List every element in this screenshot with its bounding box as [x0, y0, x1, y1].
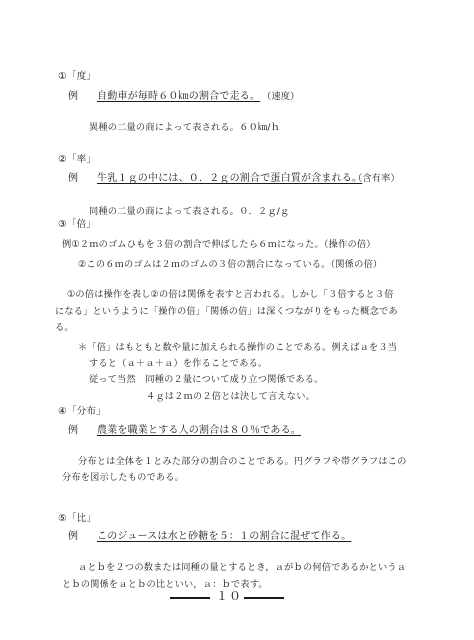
note-bai-line3: 従って当然 同種の２量について成り立つ関係である。 [89, 374, 324, 385]
paragraph-bunpu-line1: 分布とは全体を１とみた部分の割合のことである。円グラフや帯グラフはこの [78, 456, 407, 467]
example-label: 例 [68, 173, 79, 184]
note-bai-line4: ４ｇは２ｍの２倍とは決して言えない。 [146, 391, 315, 402]
example-sentence-agriculture: 農業を職業とする人の割合は８０％である。 [97, 425, 301, 436]
definition-text-do: 異種の二量の商によって表される。６０㎞/ｈ [89, 122, 281, 133]
example-sentence-speed: 自動車が毎時６０㎞の割合で走る。 [97, 91, 261, 102]
page-number-right-rule [244, 597, 284, 599]
example-operation-multiple: 例①２ｍのゴムひもを３倍の割合で伸ばしたら６ｍになった。（操作の倍） [62, 239, 376, 250]
section-header-bai: ③「倍」 [58, 219, 97, 230]
paragraph-hi-line2: とｂの関係をａとｂの比といい，ａ：ｂで表す。 [62, 579, 268, 590]
section-header-ritsu: ②「率」 [58, 154, 97, 165]
paragraph-bai-line3: る。 [55, 322, 74, 333]
example-note-content-rate: （含有率） [353, 173, 400, 184]
example-label: 例 [68, 91, 79, 102]
definition-text-ritsu: 同種の二量の商によって表される。０．２ｇ/ｇ [89, 206, 290, 217]
section-header-do: ①「度」 [58, 71, 97, 82]
section-header-hi: ⑤「比」 [58, 513, 97, 524]
page-number-left-rule [170, 597, 210, 599]
example-label: 例 [68, 531, 79, 542]
paragraph-hi-line1: ａとｂを２つの数または同種の量とするとき，ａがｂの何倍であるかというａ [78, 562, 407, 573]
paragraph-bai-line1: ①の倍は操作を表し②の倍は関係を表すと言われる。しかし「３倍すると３倍 [67, 289, 394, 300]
example-label: 例 [68, 425, 79, 436]
example-relation-multiple: ②この６ｍのゴムは２ｍのゴムの３倍の割合になっている。（関係の倍） [78, 259, 383, 270]
paragraph-bunpu-line2: 分布を図示したものである。 [62, 472, 185, 483]
example-sentence-juice: このジュースは水と砂糖を５：１の割合に混ぜて作る。 [97, 531, 352, 542]
note-bai-line1: ＊「倍」はもともと数や量に加えられる操作のことである。例えばａを３当 [78, 342, 398, 353]
example-note-speed: （速度） [262, 91, 300, 102]
example-sentence-protein: 牛乳１ｇの中には、０．２ｇの割合で蛋白質が含まれる。 [97, 173, 363, 184]
page-number: １０ [216, 589, 243, 603]
section-header-bunpu: ④「分布」 [58, 406, 106, 417]
paragraph-bai-line2: になる」というように「操作の倍」「関係の倍」は深くつながりをもった概念であ [55, 306, 398, 317]
note-bai-line2: すると（ａ＋ａ＋ａ）を作ることである。 [89, 358, 268, 369]
